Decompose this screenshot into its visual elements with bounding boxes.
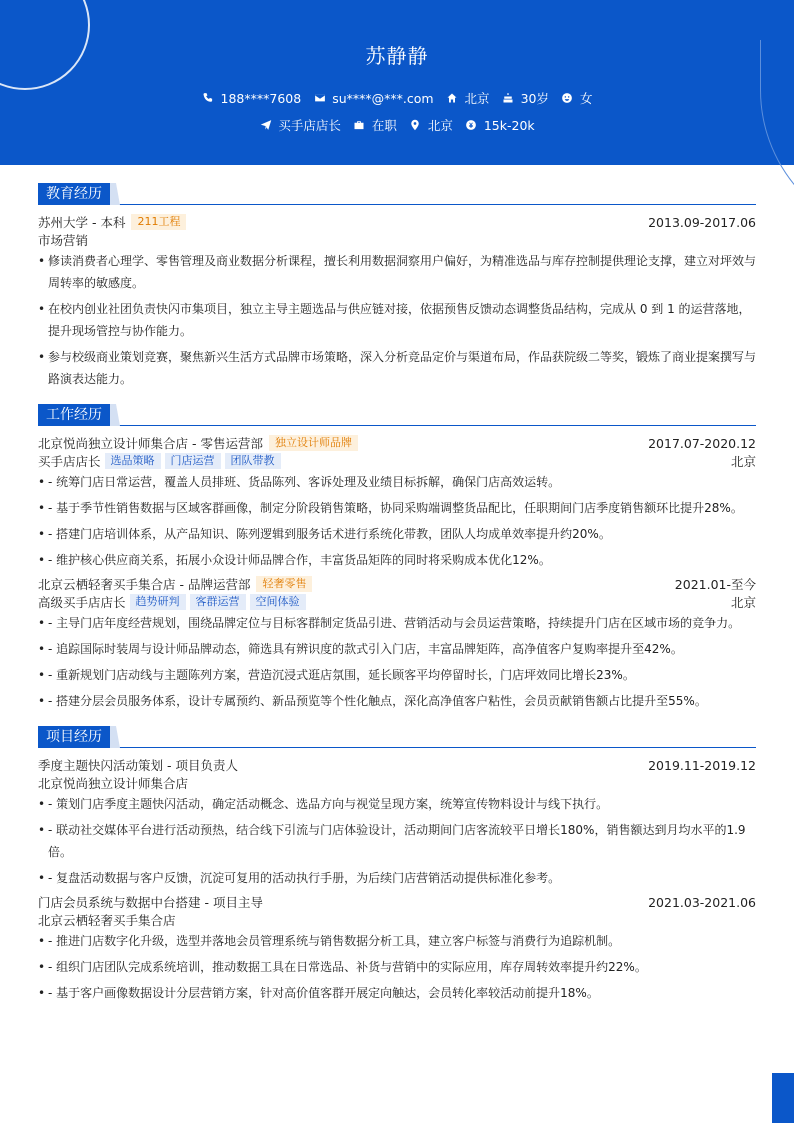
project-entry xyxy=(38,756,756,889)
list-item: • 修读消费者心理学、零售管理及商业数据分析课程，擅长利用数据洞察用户偏好，为精准选品与库存控制提供理论支撑，建立对坪效与周转率的敏感度。 xyxy=(38,250,756,294)
job-header-row xyxy=(38,575,756,593)
project-heading xyxy=(38,726,756,748)
job-role-row xyxy=(38,593,756,611)
work-heading xyxy=(38,404,756,426)
current-city: 北京 xyxy=(464,91,490,106)
project-period: 2019.11-2019.12 xyxy=(648,757,756,773)
job-location: 北京 xyxy=(730,454,756,469)
project-header-row xyxy=(38,756,756,774)
project-org: 北京悦尚独立设计师集合店 xyxy=(38,776,189,791)
job-period: 2021.01-至今 xyxy=(674,577,756,592)
list-item: • 在校内创业社团负责快闪市集项目，独立主导主题选品与供应链对接，依据预售反馈动态调整货品结构，完成从 0 到 1 的运营落地，提升现场管控与协作能力。 xyxy=(38,298,756,342)
skill-tag: 客群运营 xyxy=(190,594,246,610)
job-bullets xyxy=(38,612,756,712)
list-item: • - 基于客户画像数据设计分层营销方案，针对高价值客群开展定向触达，会员转化率较活动前提升18%。 xyxy=(38,982,756,1004)
email-address: su****@***.com xyxy=(332,90,434,106)
job-tag: 独立设计师品牌 xyxy=(269,435,358,451)
project-header-row xyxy=(38,893,756,911)
briefcase-icon xyxy=(353,119,366,132)
job-entry xyxy=(38,434,756,571)
mail-icon xyxy=(313,92,326,105)
status-info xyxy=(353,116,397,134)
phone-icon xyxy=(202,92,215,105)
candidate-name: 苏静静 xyxy=(365,44,429,68)
skill-tag: 趋势研判 xyxy=(130,594,186,610)
target-city-info xyxy=(409,116,453,134)
corner-decoration-block xyxy=(772,1073,794,1123)
project-bullets xyxy=(38,930,756,1004)
education-title: 教育经历 xyxy=(38,183,110,205)
project-section xyxy=(38,726,756,1004)
list-item: • - 搭建门店培训体系，从产品知识、陈列逻辑到服务话术进行系统化带教，团队人均成单效率提升约20%。 xyxy=(38,523,756,545)
education-bullets xyxy=(38,250,756,390)
job-company: 北京悦尚独立设计师集合店 - 零售运营部 xyxy=(38,436,263,451)
education-period: 2013.09-2017.06 xyxy=(648,214,756,230)
project-org: 北京云栖轻奢买手集合店 xyxy=(38,913,176,928)
list-item: • - 重新规划门店动线与主题陈列方案，营造沉浸式逛店氛围，延长顾客平均停留时长，门店坪效同比增长23%。 xyxy=(38,664,756,686)
project-org-row xyxy=(38,774,756,792)
skill-tag: 门店运营 xyxy=(165,453,221,469)
skill-tag: 空间体验 xyxy=(250,594,306,610)
age-info xyxy=(502,89,549,107)
target-city: 北京 xyxy=(427,118,453,133)
list-item: • - 联动社交媒体平台进行活动预热，结合线下引流与门店体验设计，活动期间门店客流较平日增长180%，销售额达到月均水平的1.9倍。 xyxy=(38,819,756,863)
email-info xyxy=(313,91,433,106)
major-row xyxy=(38,231,756,249)
target-position-info xyxy=(259,116,341,134)
job-bullets xyxy=(38,471,756,571)
job-location: 北京 xyxy=(730,595,756,610)
job-tag: 轻奢零售 xyxy=(256,576,312,592)
job-role: 买手店店长 xyxy=(38,454,101,469)
job-intent-row xyxy=(0,116,794,134)
job-entry xyxy=(38,575,756,712)
gender-info xyxy=(561,89,593,107)
education-header-row xyxy=(38,213,756,231)
job-role: 高级买手店店长 xyxy=(38,595,126,610)
project-bullets xyxy=(38,793,756,889)
job-role-row xyxy=(38,452,756,470)
list-item: • - 追踪国际时装周与设计师品牌动态，筛选具有辨识度的款式引入门店，丰富品牌矩阵，高净值客户复购率提升至42%。 xyxy=(38,638,756,660)
list-item: • - 推进门店数字化升级，选型并落地会员管理系统与销售数据分析工具，建立客户标签与消费行为追踪机制。 xyxy=(38,930,756,952)
phone-info xyxy=(202,91,302,106)
gender-icon xyxy=(561,92,574,105)
work-title: 工作经历 xyxy=(38,404,110,426)
job-header-row xyxy=(38,434,756,452)
list-item: • 参与校级商业策划竞赛，聚焦新兴生活方式品牌市场策略，深入分析竞品定价与渠道布局，作品获院级二等奖，锻炼了商业提案撰写与路演表达能力。 xyxy=(38,346,756,390)
project-entry xyxy=(38,893,756,1004)
home-icon xyxy=(446,92,459,105)
list-item: • - 搭建分层会员服务体系，设计专属预约、新品预览等个性化触点，深化高净值客户粘性，会员贡献销售额占比提升至55%。 xyxy=(38,690,756,712)
phone-number: 188****7608 xyxy=(220,90,302,106)
resume-header xyxy=(0,0,794,165)
major: 市场营销 xyxy=(38,233,89,248)
job-company: 北京云栖轻奢买手集合店 - 品牌运营部 xyxy=(38,577,251,592)
list-item: • - 复盘活动数据与客户反馈，沉淀可复用的活动执行手册，为后续门店营销活动提供标准化参考。 xyxy=(38,867,756,889)
education-heading xyxy=(38,183,756,205)
list-item: • - 策划门店季度主题快闪活动，确定活动概念、选品方向与视觉呈现方案，统筹宣传物料设计与线下执行。 xyxy=(38,793,756,815)
school-tag: 211工程 xyxy=(131,214,186,230)
send-icon xyxy=(259,119,272,132)
list-item: • - 组织门店团队完成系统培训，推动数据工具在日常选品、补货与营销中的实际应用，库存周转效率提升约22%。 xyxy=(38,956,756,978)
side-decoration-arc xyxy=(760,0,794,1123)
work-section xyxy=(38,404,756,712)
project-org-row xyxy=(38,911,756,929)
salary-info xyxy=(465,118,535,133)
resume-body xyxy=(38,183,756,1018)
project-period: 2021.03-2021.06 xyxy=(648,894,756,910)
list-item: • - 主导门店年度经营规划，围绕品牌定位与目标客群制定货品引进、营销活动与会员运营策略，持续提升门店在区域市场的竞争力。 xyxy=(38,612,756,634)
contact-info-row xyxy=(0,89,794,107)
list-item: • - 维护核心供应商关系，拓展小众设计师品牌合作，丰富货品矩阵的同时将采购成本优化12%。 xyxy=(38,549,756,571)
project-name: 季度主题快闪活动策划 - 项目负责人 xyxy=(38,758,238,773)
salary-icon xyxy=(465,119,478,132)
skill-tag: 团队带教 xyxy=(225,453,281,469)
school-degree: 苏州大学 - 本科 xyxy=(38,215,126,230)
education-section xyxy=(38,183,756,390)
gender: 女 xyxy=(579,91,593,106)
target-position: 买手店店长 xyxy=(278,118,341,133)
list-item: • - 基于季节性销售数据与区域客群画像，制定分阶段销售策略，协同采购端调整货品配比，任职期间门店季度销售额环比提升28%。 xyxy=(38,497,756,519)
project-name: 门店会员系统与数据中台搭建 - 项目主导 xyxy=(38,895,263,910)
job-status: 在职 xyxy=(371,118,397,133)
job-period: 2017.07-2020.12 xyxy=(648,435,756,451)
city-info xyxy=(446,89,490,107)
age: 30岁 xyxy=(520,91,549,106)
list-item: • - 统筹门店日常运营，覆盖人员排班、货品陈列、客诉处理及业绩目标拆解，确保门店高效运转。 xyxy=(38,471,756,493)
skill-tag: 选品策略 xyxy=(105,453,161,469)
age-icon xyxy=(502,92,515,105)
project-title: 项目经历 xyxy=(38,726,110,748)
expected-salary: 15k-20k xyxy=(483,117,535,133)
location-pin-icon xyxy=(409,119,422,132)
